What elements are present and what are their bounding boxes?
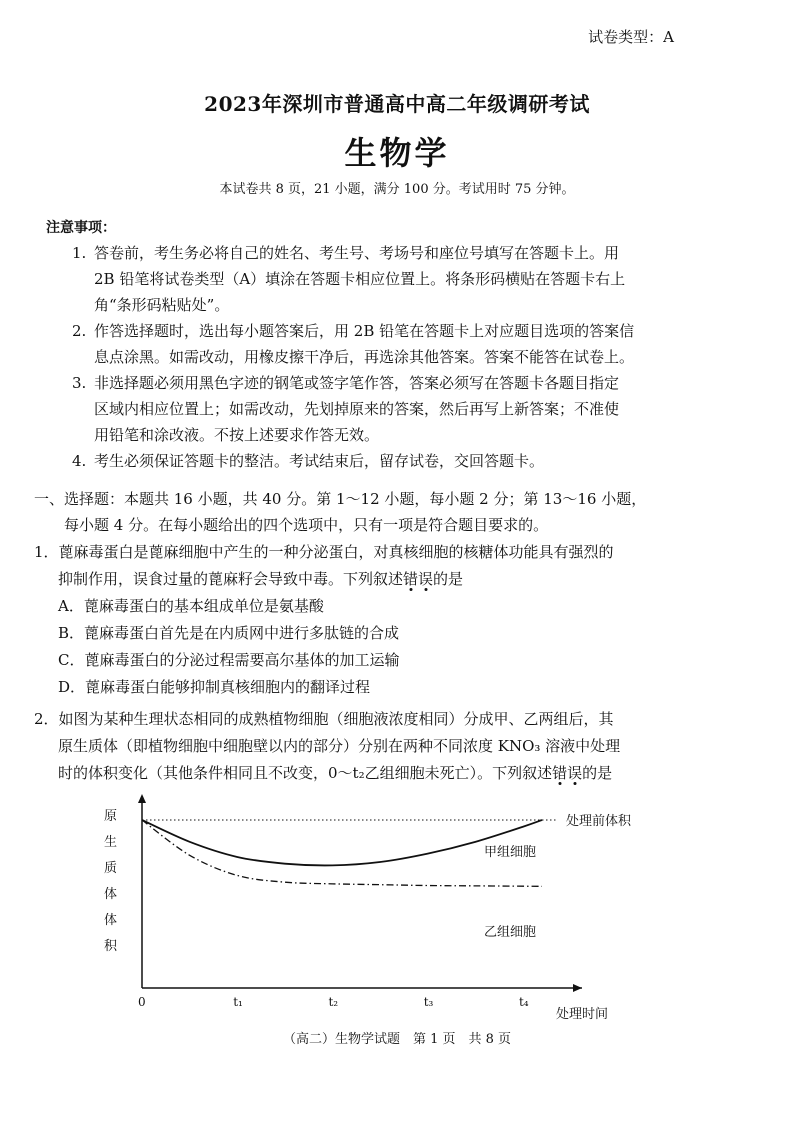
y-axis-label-char: 质 [104, 861, 118, 876]
exam-title: 2023年深圳市普通高中高二年级调研考试 [204, 92, 590, 116]
notice-item-line: 非选择题必须用黑色字迹的钢笔或签字笔作答，答案必须写在答题卡各题目指定 [94, 374, 620, 392]
option-b: B．蓖麻毒蛋白首先是在内质网中进行多肽链的合成 [58, 624, 400, 642]
notice-item-line: 考生必须保证答题卡的整洁。考试结束后，留存试卷，交回答题卡。 [94, 452, 545, 470]
section-line-1: 一、选择题：本题共 16 小题，共 40 分。第 1～12 小题，每小题 2 分；第 13～16 小题， [34, 490, 647, 508]
page-footer: （高二）生物学试题 第 1 页 共 8 页 [282, 1032, 512, 1047]
option-d: D．蓖麻毒蛋白能够抑制真核细胞内的翻译过程 [58, 678, 371, 696]
x-axis-label: 处理时间 [555, 1007, 609, 1022]
notice-list [72, 240, 722, 474]
y-axis-label-char: 体 [104, 887, 118, 902]
notice-item-line: 2B 铅笔将试卷类型（A）填涂在答题卡相应位置上。将条形码横贴在答题卡右上 [94, 270, 626, 288]
subject-title: 生物学 [344, 134, 450, 172]
series-line-2 [142, 820, 542, 886]
y-axis-label-char: 体 [104, 913, 118, 928]
emphasis-char: 错 [403, 570, 419, 588]
volume-chart [96, 788, 632, 1028]
notice-item-line: 息点涂黑。如需改动，用橡皮擦干净后，再选涂其他答案。答案不能答在试卷上。 [94, 348, 635, 366]
x-tick-label: t₁ [233, 995, 243, 1009]
notice-item-line: 作答选择题时，选出每小题答案后，用 2B 铅笔在答题卡上对应题目选项的答案信 [94, 322, 635, 340]
reference-label: 处理前体积 [566, 814, 632, 829]
section-heading [34, 486, 734, 538]
section-line-2: 每小题 4 分。在每小题给出的四个选项中，只有一项是符合题目要求的。 [64, 516, 549, 534]
question-2-stem-1: 2．如图为某种生理状态相同的成熟植物细胞（细胞液浓度相同）分成甲、乙两组后，其 [34, 710, 614, 728]
series-label-jia: 甲组细胞 [484, 845, 537, 860]
notice-item-line: 区域内相应位置上；如需改动，先划掉原来的答案，然后再写上新答案；不准使 [94, 400, 620, 418]
series-line-1 [142, 820, 542, 865]
notice-item-number: 4. [72, 452, 87, 470]
question-1-stem-2-post: 的是 [433, 570, 464, 588]
question-2-stem-3 [34, 760, 734, 787]
notice-item [72, 370, 722, 448]
question-1-stem-2-pre: 抑制作用，误食过量的蓖麻籽会导致中毒。下列叙述 [58, 570, 404, 588]
notice-item-number: 2. [72, 322, 87, 340]
x-tick-label: t₃ [423, 995, 434, 1009]
question-2 [34, 706, 734, 787]
x-tick-label: t₂ [328, 995, 339, 1009]
notice-item-line: 答卷前，考生务必将自己的姓名、考生号、考场号和座位号填写在答题卡上。用 [94, 244, 620, 262]
paper-type: 试卷类型：A [588, 28, 674, 46]
chart-svg [96, 788, 632, 1028]
question-1-stem-1: 1．蓖麻毒蛋白是蓖麻细胞中产生的一种分泌蛋白，对真核细胞的核糖体功能具有强烈的 [34, 543, 614, 561]
y-axis-arrow [138, 794, 146, 803]
notice-item [72, 318, 722, 370]
notice-item-line: 角“条形码粘贴处”。 [94, 296, 230, 314]
y-axis-label-char: 积 [104, 939, 118, 954]
notice-heading: 注意事项： [46, 220, 116, 236]
notice-item [72, 448, 722, 474]
exam-info: 本试卷共 8 页，21 小题，满分 100 分。考试用时 75 分钟。 [219, 182, 575, 197]
question-2-stem-2: 原生质体（即植物细胞中细胞壁以内的部分）分别在两种不同浓度 KNO₃ 溶液中处理 [58, 737, 621, 755]
notice-item-line: 用铅笔和涂改液。不按上述要求作答无效。 [94, 426, 380, 444]
emphasis-char: 错 [552, 764, 568, 782]
question-1-stem-2 [34, 566, 734, 593]
option-c: C．蓖麻毒蛋白的分泌过程需要高尔基体的加工运输 [58, 651, 400, 669]
x-axis-arrow [573, 984, 582, 992]
x-tick-label: t₄ [518, 995, 529, 1009]
notice-item [72, 240, 722, 318]
y-axis-label-char: 原 [104, 809, 118, 824]
notice-item-number: 1. [72, 244, 87, 262]
series-label-yi: 乙组细胞 [484, 925, 537, 940]
notice-item-number: 3. [72, 374, 87, 392]
emphasis-char: 误 [567, 764, 583, 782]
y-axis-label-char: 生 [104, 835, 118, 850]
option-a: A．蓖麻毒蛋白的基本组成单位是氨基酸 [58, 597, 324, 615]
x-tick-label: 0 [138, 995, 146, 1009]
question-1 [34, 539, 734, 701]
question-2-stem-3-post: 的是 [582, 764, 613, 782]
question-2-stem-3-pre: 时的体积变化（其他条件相同且不改变，0～t₂乙组细胞未死亡）。下列叙述 [58, 764, 553, 782]
emphasis-char: 误 [418, 570, 434, 588]
